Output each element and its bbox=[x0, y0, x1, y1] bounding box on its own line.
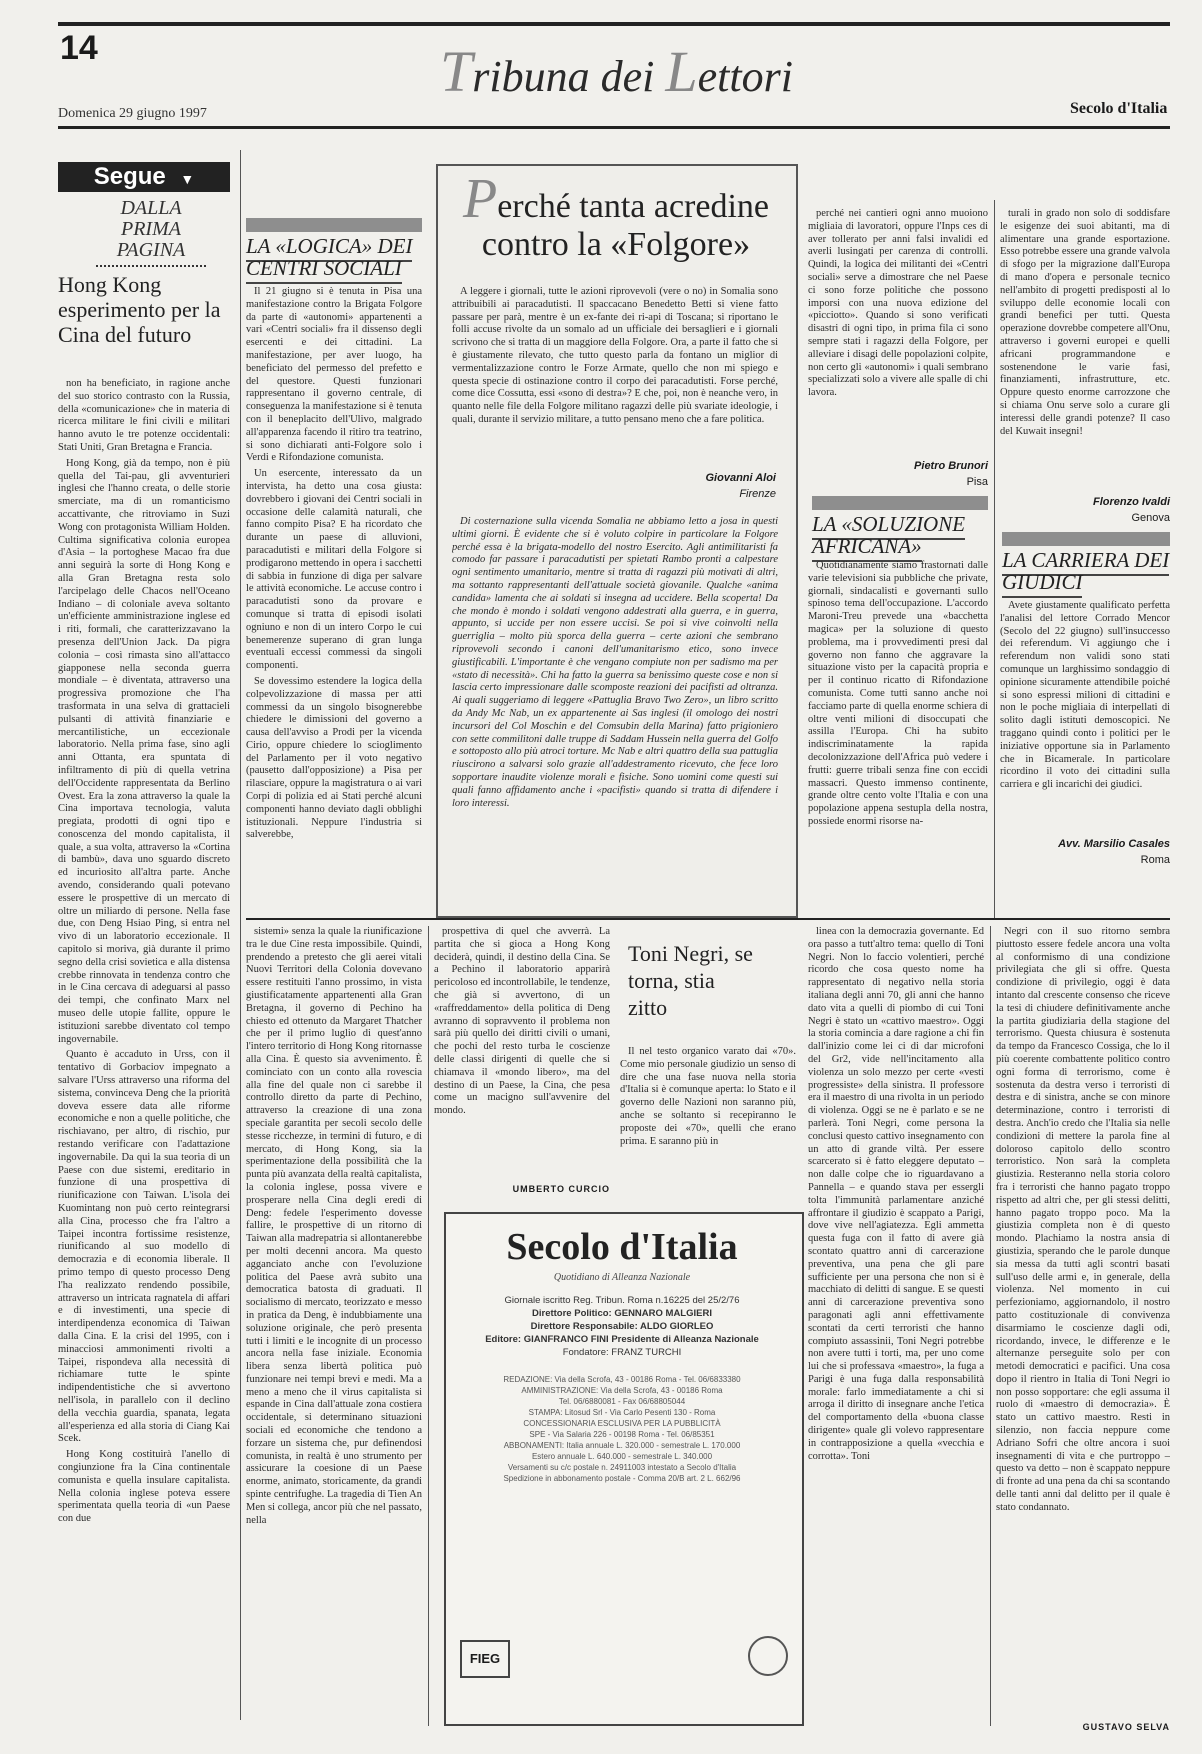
centri-para-1: Il 21 giugno si è tenuta in Pisa una manifestazione contro la Brigata Folgore da parte di «autonomi» appartenenti a vari «Centri sociali» fra il dissenso degli esercenti e dei cittadini. La manifestazione, per aver luogo, ha beneficiato del permesso del prefetto e del questore. Questi funzionari rappresentano il governo centrale, di conseguenza la manifestazione si è tenuta con il beneplacito dell'Ulivo, malgrado all'apparenza facendo il ritiro tra teatrino, si sono dichiarati anti-Folgore solo i Verdi e Rifondazione comunista. bbox=[246, 286, 422, 464]
hk-col-2 bbox=[246, 926, 422, 1726]
title-end: ettori bbox=[697, 52, 793, 101]
segue-subtitle: DALLA PRIMA PAGINA bbox=[96, 198, 206, 267]
hk-author: UMBERTO CURCIO bbox=[512, 1184, 610, 1194]
brunori-author: Pietro Brunori bbox=[914, 460, 988, 472]
carriera-body bbox=[1000, 600, 1170, 820]
folgore-reply-text: Di costernazione sulla vicenda Somalia ne abbiamo letto a josa in questi ultimi giorni. È evidente che si è voluto colpire in particolare la Folgore perché essa è la brigata-modello del nostro Esercito. Agli antimilitaristi fa comodo far passare i paracadutisti per spietati Rambo pronti a calpestare ogni sentimento umanitario, mentre si tratta di ragazzi più motivati di altri, ma sottanto rappresentanti dell'attuale società giovanile. Qualche «anima candida» lamenta che ai soldati si insegna ad uccidere. Bella scoperta! Da che mondo è mondo i soldati vengono addestrati alla guerra, e in guerra, appunto, si uccide per non essere uccisi. Se poi si vive coinvolti nella guerriglia – molto più sporca della guerra – certe azioni che sembrano riprovevoli secondo i canoni dell'umanitarismo etico, sono invece giustificabili. L'importante è che vengano compiute non per sadismo ma per «stato di necessità». Chi ha fatto la guerra sa benissimo queste cose e non si lascia certo impressionare dalle scomposte reazioni dei pacifisti ad oltranza. Ai quali suggeriamo di leggere «Pattuglia Bravo Two Zero», un libro scritto da Andy Mc Nab, un ex appartenente ai Sas inglesi (il omologo dei nostri incursori del Col Moschin e del Comsubin della Marina) fatto prigioniero con sette commilitoni dalle truppe di Saddam Hussein nella guerra del Golfo e sottoposto allo più atroci torture. Mc Nab e altri quattro della sua pattuglia riuscirono a salvarsi solo grazie all'addestramento ricevuto, che fece loro sopportare inaudite violenze morali e fisiche. Sono uomini come questi sui quali fanno affidamento anche i «pacifisti» quando si tratta di difendere i loro interessi. bbox=[452, 516, 778, 809]
colophon-subtitle: Quotidiano di Alleanza Nazionale bbox=[553, 1272, 691, 1283]
negri-col-3 bbox=[996, 926, 1170, 1716]
ivaldi-place: Genova bbox=[1131, 512, 1170, 524]
segue-body-1 bbox=[58, 378, 230, 1718]
centri-title bbox=[246, 218, 422, 279]
ivaldi-text: turali in grado non solo di soddisfare le esigenze dei suoi abitanti, ma di alimentare una grande esportazione. Esso potrebbe essere una grande valvola di sfogo per la migrazione dall'Europa di mano d'opera e personale tecnico nell'ambito di progetti predisposti al lo sviluppo delle economie locali con grandi benefici per tutti. Questa operazione dovrebbe competere all'Onu, attraverso i governi europei e quelli africani programmandone e sostenendone le varie fasi, finanziamenti, infrastrutture, etc. Oppure questo enorme carrozzone che si chiama Onu serve solo a curare gli interessi delle grandi potenze? Il caso del Kuwait insegni! bbox=[1000, 208, 1170, 437]
fieg-logo: FIEG bbox=[460, 1640, 510, 1678]
colophon-small-10: Spedizione in abbonamento postale - Comma 20/B art. 2 L. 662/96 bbox=[503, 1474, 741, 1483]
centri-title-bar bbox=[246, 218, 422, 232]
hk-col-3-text: prospettiva di quel che avverrà. La partita che si gioca a Hong Kong deciderà, quindi, il destino della Cina. Se a Pechino il laboratorio apparirà pericoloso ed incontrollabile, le tendenze, che già si avvertono, di un «raffreddamento» della politica di Deng avranno di sopravvento il problema non sarà più quello dei diritti civili o umani, che pochi del resto turba le coscienze delle classi dirigenti di quelle che si chiamava il «mondo libero», ma del destino di un Paese, la Cina, che pesa come un macigno sull'avvenire del mondo. bbox=[434, 926, 610, 1117]
colophon-small-1: REDAZIONE: Via della Scrofa, 43 - 00186 Roma - Tel. 06/6833380 bbox=[503, 1375, 741, 1384]
folgore-title-text: erché tanta acredine contro la «Folgore» bbox=[481, 188, 770, 263]
brunori-body bbox=[808, 208, 988, 436]
colophon-small-print bbox=[458, 1374, 786, 1484]
ivaldi-body bbox=[1000, 208, 1170, 476]
folgore-author: Giovanni Aloi bbox=[705, 472, 776, 484]
ivaldi-author: Florenzo Ivaldi bbox=[1092, 496, 1170, 508]
column-divider bbox=[240, 150, 241, 1720]
colophon-small-9: Versamenti su c/c postale n. 24911003 intestato a Secolo d'Italia bbox=[507, 1463, 737, 1472]
segue-para-3: Quanto è accaduto in Urss, con il tentativo di Gorbaciov impegnato a salvare l'Urss attraverso una riforma del sistema, convinceva Deng che la priorità doveva essere data alle riforme economiche e non a quelle politiche, che rischiavano, per altro, di rischio, pur restando verificare con l'adattazione ingovernabile. Da qui la sua teoria di un Paese con due sistemi, ereditario in funzione di una prospettiva di riunificazione con Taiwan. L'isola dei Kuomintang non può certo reintegrarsi alla Cina, processo che fra l'altro a Taipei incontra fortissime resistenze, riunificando al suo modello di democrazia e di economia liberale. Il primo tempo di questo processo Deng l'ha realizzato rendendo possibile, attraverso un intricata ragnatela di affari e di investimenti, una specie di interdipendenza economica di Taiwan dalla Cina. E la crisi del 1995, con i minacciosi ammonimenti rivolti a Taipei, rispondeva alla necessità di richiamare tutte le spinte indipendentistiche che si avvertono nell'isola, in parallelo con il declino della vecchia guardia, spanata, legata all'esperienza ed alla storia di Ciang Kai Scek. bbox=[58, 1049, 230, 1445]
colophon-line-2: Direttore Politico: GENNARO MALGIERI bbox=[532, 1308, 712, 1319]
brunori-text: perché nei cantieri ogni anno muoiono migliaia di lavoratori, oppure l'Inps ces di aver tollerato per anni falsi invalidi ed averli lusingati per carenza di controlli. Quindi, la logica dei militanti dei «Centri sociali» serve a dimostrare che nel Paese ci sono forze politiche che possono imporsi con una nuova edizione del «picciotto». Quando si sono verificati disastri di ogni tipo, in prima fila ci sono sempre stati i ragazzi della Folgore, per alleviare i disagi delle popolazioni colpite, non certo gli «autonomi» i quali sembrano specializzati solo a vivere alle spalle di chi lavora. bbox=[808, 208, 988, 399]
colophon-line-3: Direttore Responsabile: ALDO GIORLEO bbox=[530, 1321, 714, 1332]
africana-title bbox=[812, 496, 988, 557]
segue-para-2: Hong Kong, già da tempo, non è più quella del Tai-pau, gli avventurieri inglesi che l'hanno creata, o delle storie smerciate, ma di un romanticismo accattivante, che ritroviamo in Suzi Wong con protagonista William Holden. Cultima significativa colonia europea d'Asia – la portoghese Macao fra due anni seguirà la sorte di Hong Kong e alla Gran Bretagna resta solo l'arcipelago delle Chacos nell'Oceano Indiano – di coloniale aveva soltanto un'efficiente amministrazione inglese ed i riti, formali, che caratterizzavano la presenza dell'Union Jack. Da pigra colonia – così rimasta sino all'attacco giapponese nella seconda guerra mondiale – è diventata, attraverso una progressiva promozione che l'ha trasformata in una selva di grattacieli pulsanti di attività finanziarie e mercantilistiche, un eccezionale laboratorio. Nella prima fase, sino agli anni Ottanta, era spuntata di infiltramento di più di quella vetrina dell'Occidente rappresentata da Berlino Ovest. Era la zona attraverso la quale la Cina importava tecnologia, valuta pregiata, prodotti di ogni tipo e conoscenza del mondo capitalista, il quale, a sua volta, attraverso la «Cortina di bambù», dava uno sguardo discreto ed incuriosito all'altra parte. Anche avendo, considerando quali potevano essere le prospettive di un mercato di oltre un miliardo di persone. Nella fase due, con Deng Hsiao Ping, si entra nel vivo di un laboratorio eccezionale. Il capitolo si moriva, già durante il primo segno della crisi sovietica e alla distensa crebbe rinnovata in tendenza contro che in le Cina cercava di adeguarsi al passo dei tempi, che confinato Marx nel museo delle utopie fallite, oppure le istituzioni sarebbe diventato col tempo ingovernabile. bbox=[58, 457, 230, 1045]
hk-col-3 bbox=[434, 926, 610, 1180]
title-mid: ribuna dei bbox=[472, 52, 666, 101]
segue-headline: Hong Kong esperimento per la Cina del futuro bbox=[58, 272, 221, 347]
segue-para-4: Hong Kong costituirà l'anello di congiunzione fra la Cina continentale comunista e quella insulare capitalista. Nella colonia inglese poteva essere sperimentata quella teoria di «un Paese con due bbox=[58, 1449, 230, 1525]
colophon-title: Secolo d'Italia bbox=[506, 1226, 738, 1268]
centri-body bbox=[246, 286, 422, 916]
colophon-line-4: Editore: GIANFRANCO FINI Presidente di Alleanza Nazionale bbox=[485, 1334, 759, 1345]
negri-col-1-text: Il nel testo organico varato dai «70». Come mio personale giudizio un senso di dire che una fase nuova nella storia d'Italia si è comunque aperta: lo Stato e il governo delle Nazioni non saranno più, anche se soltanto si recepiranno le proposte dei «70», quelli che erano prima. E saranno più in bbox=[620, 1046, 796, 1147]
mid-rule bbox=[246, 918, 1170, 920]
seal-icon bbox=[748, 1636, 788, 1676]
carriera-author: Avv. Marsilio Casales bbox=[1058, 838, 1170, 850]
hk-divider-1 bbox=[428, 926, 429, 1726]
negri-col-3-text: Negri con il suo ritorno sembra piuttosto essere fedele ancora una volta al conformismo di una condizione privilegiata che gli si offre. Questa condizione di privilegio, oggi è data intanto dal crescente consenso che riceve la tesi di chiudere definitivamente anche la partita giudiziaria della stagione del terrorismo. Questa chiusura è sostenuta da tempo da Francesco Cossiga, che lo il più coerente combattente politico contro ogni forma di terrorismo, come è sostenuta da destra verso i terroristi di destra e di sinistra, anche se con minore determinazione, contro i terroristi di destra. Anch'io credo che l'Italia sia nelle condizioni di mettere la parola fine al doloroso capitolo dello scontro terroristico. Non sarà la completa giustizia. Resteranno nella storia coloro fra i terroristi che hanno pagato troppo rispetto ad altri che, per gli stessi delitti, hanno pagato troppo poco. Ma la giustizia completa non è di questo mondo. Plachiamo la nostra ansia di giustizia, sperando che le parole dunque sia messa da tutti agli scontri basati sull'uso delle armi e, in generale, della violenza. Nel momento in cui perfezioniamo, aggiornandolo, il nostro patto costituzionale di convivenza disarmiamo le coscienze dagli odi, ricordando, invece, le differenze e le alternanze perseguite solo per con metodi democratici e pacifici. Una cosa dopo il rientro in Italia di Toni Negri io non posso sopportare: che egli assuma il ruolo di «maestro di democrazia». È stato un cattivo maestro. Resti in silenzio, non faccia neppure come Adriano Sofri che oltre ancora i suoi insegnamenti di vita e che purtroppo – questo va detto – non è scappato neppure di fronte ad una pena da chi sa scontando delle tanti anni dal delitto per il quale è stato condannato. bbox=[996, 926, 1170, 1513]
folgore-text: A leggere i giornali, tutte le azioni riprovevoli (vere o no) in Somalia sono attribuibili ai paracadutisti. Il spaccacano Benedetto Betti si viene fatto passare per parà, mentre è un ex-fante dei ri-api di Toscana; si riportano le folli accuse rivolte da un somalo ad un ufficiale dei bersaglieri e i giornali scrivono che si tratta di un maggiore della Folgore. Ora, a parte il fatto che si è giustamente rilevato, che tutto questo parla da fontano un miglior di vermentalizzazione contro le Forze Armate, quello che non mi spiego e questa specie di ostinazione contro il corpo dei paracadutisti. Forse perché, come dice Cossutta, essi «sono di destra»? E che, poi, non è neanche vero, in quanto nelle file della Folgore militano ragazzi delle più svariate ideologie, i quali, durante il servizio militare, a tutto pensano meno che a fare politica. bbox=[452, 286, 778, 425]
negri-col-2-text: linea con la democrazia governante. Ed ora passo a tutt'altro tema: quello di Toni Negri. Non lo faccio volentieri, perché ricordo che cosa questo nome ha rappresentato di negativo nella storia italiana degli anni 70, gli anni che hanno dato vita a quelli di piombo di cui Toni Negri è stato un «cattivo maestro». Oggi la storia comincia a dare ragione a chi fin dall'inizio come lei ci di dar microfoni del Gr2, vide nell'incitamento alla violenza un solo mezzo per certe «vesti progressiste» della sinistra. Il professore era il maestro di una rivolta in un periodo di violenza. Oggi se ne è parlato e se ne parlerà. Toni Negri, come persona la conclusi questo cattivo insegnamento con un atto di grande viltà. Per essere scarcerato si è fatto eleggere deputato – non dalle colpe che io riguardavano a Pannella – e quando stava per essergli tolta l'immunità parlamentare anziché affrontare il giudizio è scappato a Parigi, dove vive nell'agiatezza. Egli ammetta questa fuga con il fatto di avere già scontato quattro anni di carcerazione preventiva, una pena che gli pare sufficiente per una persona che non si è macchiato di delitti di sangue. E se questi anni di carcerazione preventiva sono paragonati agli anni effettivamente scontati da certi terroristi che hanno compiuto assassinii, Toni Negri potrebbe non avere tutti i torti, ma, per uno come lui che si professava «maestro», la fuga a Parigi è una fuga dalla responsabilità morale: farlo immediatamente a chi si arroga il diritto di insegnare anche l'etica del comportamento della «buona classe dirigente» quale gli volevo rappresentare in contrapposizione a quella «vecchia e corrotta». Toni bbox=[808, 926, 984, 1462]
newspaper-name: Secolo d'Italia bbox=[1070, 100, 1168, 117]
negri-divider bbox=[990, 926, 991, 1726]
folgore-title bbox=[446, 168, 786, 264]
folgore-title-initial: P bbox=[462, 168, 498, 230]
hk-col-2-text: sistemi» senza la quale la riunificazione tra le due Cine resta impossibile. Quindi, prendendo a pretesto che gli aerei vitali Nuovi Territori della Colonia dovevano essere restituiti l'anno prossimo, in vista giustificatamente appartenenti alla Gran Bretagna, il governo di Pechino ha chiesto ed ottenuto da Margaret Thatcher che per il primo luglio di quest'anno l'intero territorio di Hong Kong ritornasse alla Cina. È questo sia avvenimento. È cominciato con un conto alla rovescia alla fine del quale non ci sarebbe il controllo diretto da parte di Pechino, attraverso la creazione di una zona speciale garantita per secoli secolo delle stesse ricchezze, in termini di futuro, e di mercato, di Hong Kong, sia la sperimentazione della possibilità che la punta più avanzata della realtà capitalista, la colonia inglese, possa vivere e prosperare nella Cina degli eredi di Deng: fedele l'esperimento dovesse fallire, le prospettive di un ritorno di Taiwan alla madrepatria si allontanerebbe per molti decenni ancora. Ma questo agganciato anche con l'evoluzione politica del Paese avrà subito una democratica batosta di graduati. Il socialismo di mercato, teorizzato e messo in pratica da Deng, è indubbiamente una soluzione originale, che però presenta tutti i limiti e le incognite di un processo ancora nella fase iniziale. Economia libera senza libertà politica può funzionare nei tempi brevi e medi. Ma a meno a meno che il virus capitalista si espande in Cina dall'attuale zona costiera occidentale, si determinano situazioni sociali ed economiche che tendono a forzare un sistema che, pur definendosi comunista, in realtà è uno strumento per assicurare la coesione di un Paese enorme, animato, storicamente, da grandi spinte centrifughe. La tragedia di Tien An Men si collega, ancor più che nel passato, nella bbox=[246, 926, 422, 1526]
africana-title-bar bbox=[812, 496, 988, 510]
segue-arrow-icon: ▼ bbox=[180, 171, 195, 187]
section-title bbox=[440, 39, 793, 104]
colophon-lines bbox=[458, 1294, 786, 1359]
issue-date: Domenica 29 giugno 1997 bbox=[58, 106, 207, 121]
column-divider-right bbox=[994, 200, 995, 920]
title-initial-l: L bbox=[665, 39, 698, 104]
colophon-small-6: SPE - Via Salaria 226 - 00198 Roma - Tel. 06/85351 bbox=[529, 1430, 715, 1439]
centri-para-3: Se dovessimo estendere la logica della colpevolizzazione di massa per atti commessi da un singolo bisognerebbe chiedere le dimissioni del governo a causa dell'avviso a Prodi per la vicenda Cirio, oppure chiedere lo scioglimento del Parlamento per il voto negativo (pausetto dall'opposizione) a Pisa per rilasciare, oppure la magistratura o ai vari Corpi di polizia ed ai Stati perché alcuni componenti hanno deviato dagli obblighi istituzionali. Neppure l'industria si salverebbe, bbox=[246, 675, 422, 841]
title-initial-t: T bbox=[440, 39, 473, 104]
colophon-small-8: Estero annuale L. 640.000 - semestrale L. 340.000 bbox=[531, 1452, 713, 1461]
carriera-text: Avete giustamente qualificato perfetta l'analisi del lettore Corrado Mencor (Secolo del 22 giugno) sull'insuccesso dei referendum. Vi aggiungo che i referendum non validi sono stati comunque un larghissimo sondaggio di opinione sicuramente attendibile poiché si sono espressi milioni di cittadini e non le poche migliaia di interpellati di solito dagli istituti demoscopici. Ne traggano quindi conto i politici per le iniziative opportune sia in Parlamento che in Bicamerale. In particolare ricordino il voto dei cittadini sulla carriera e gli incarichi dei giudici. bbox=[1000, 600, 1170, 791]
africana-title-text: LA «SOLUZIONE AFRICANA» bbox=[812, 512, 965, 562]
colophon-small-5: CONCESSIONARIA ESCLUSIVA PER LA PUBBLICITÀ bbox=[523, 1419, 721, 1428]
negri-title: Toni Negri, se torna, stia zitto bbox=[628, 941, 753, 1020]
top-rule bbox=[58, 22, 1170, 26]
folgore-place: Firenze bbox=[739, 488, 776, 500]
carriera-place: Roma bbox=[1140, 854, 1170, 866]
centri-title-text: LA «LOGICA» DEI CENTRI SOCIALI bbox=[246, 234, 412, 284]
header-rule bbox=[58, 126, 1170, 129]
page-number: 14 bbox=[60, 29, 98, 67]
segue-label bbox=[58, 162, 230, 192]
africana-text: Quotidianamente siamo frastornati dalle varie televisioni sia pubbliche che private, giornali, sindacalisti e governanti sullo spinoso tema dell'occupazione. L'accordo Maroni-Treu prevede una «bacchetta magica» per la soluzione di questo problema, ma i provvedimenti presi dal governo non fanno che aggravare la situazione visto per la capacità propria e per il continuo ricatto di Rifondazione comunista. Come tutti sanno anche noi facciamo parte di quella enorme schiera di oltre venti milioni di disoccupati che assilla l'Europa. Chi ha subito indiscriminatamente la rapida decolonizzazione dell'Africa può vedere i frutti: guerre tribali senza fine con eccidi massacri. Questo immenso continente, grande oltre cento volte l'Italia e con una popolazione appena sestupla della nostra, possiede enormi risorse na- bbox=[808, 560, 988, 827]
folgore-body bbox=[452, 286, 778, 462]
segue-text: Segue bbox=[93, 163, 166, 190]
africana-body bbox=[808, 560, 988, 914]
negri-col-1 bbox=[620, 1046, 796, 1196]
carriera-title-bar bbox=[1002, 532, 1170, 546]
colophon-small-2: AMMINISTRAZIONE: Via della Scrofa, 43 - 00186 Roma bbox=[521, 1386, 723, 1395]
colophon-line-1: Giornale iscritto Reg. Tribun. Roma n.16225 del 25/2/76 bbox=[504, 1295, 740, 1306]
brunori-place: Pisa bbox=[966, 476, 988, 488]
centri-para-2: Un esercente, interessato da un intervista, ha detto una cosa giusta: dovrebbero i giovani dei Centri sociali in occasione delle calamità naturali, che fanno compito Pisa? E ha ricordato che durante un paese di alluvioni, paracadutisti e militari della Folgore si prodigarono mettendo in opera i sacchetti di sabbia in funzione di diga per salvare le attività economiche. Le accuse contro i paracadutisti sono da provare e comunque si tratta di episodi isolati ogniuno e non di un intero Corpo le cui benemerenze superano di gran lunga eventuali eccessi commessi da singoli componenti. bbox=[246, 468, 422, 672]
carriera-title bbox=[1002, 532, 1170, 593]
colophon-small-3: Tel. 06/6880081 - Fax 06/68805044 bbox=[558, 1397, 686, 1406]
negri-col-2 bbox=[808, 926, 984, 1726]
negri-author: GUSTAVO SELVA bbox=[1082, 1722, 1170, 1732]
colophon-small-4: STAMPA: Litosud Srl - Via Carlo Pesenti 130 - Roma bbox=[528, 1408, 716, 1417]
colophon-small-7: ABBONAMENTI: Italia annuale L. 320.000 - semestrale L. 170.000 bbox=[503, 1441, 741, 1450]
folgore-reply bbox=[452, 516, 778, 896]
segue-para-1: non ha beneficiato, in ragione anche del suo storico contrasto con la Russia, della «comunicazione» che in materia di ricerca militare le fini civili e militari hanno avuto le tre potenze occidentali: Stati Uniti, Gran Bretagna e Francia. bbox=[58, 378, 230, 453]
carriera-title-text: LA CARRIERA DEI GIUDICI bbox=[1002, 548, 1169, 598]
colophon-line-5: Fondatore: FRANZ TURCHI bbox=[562, 1347, 682, 1358]
